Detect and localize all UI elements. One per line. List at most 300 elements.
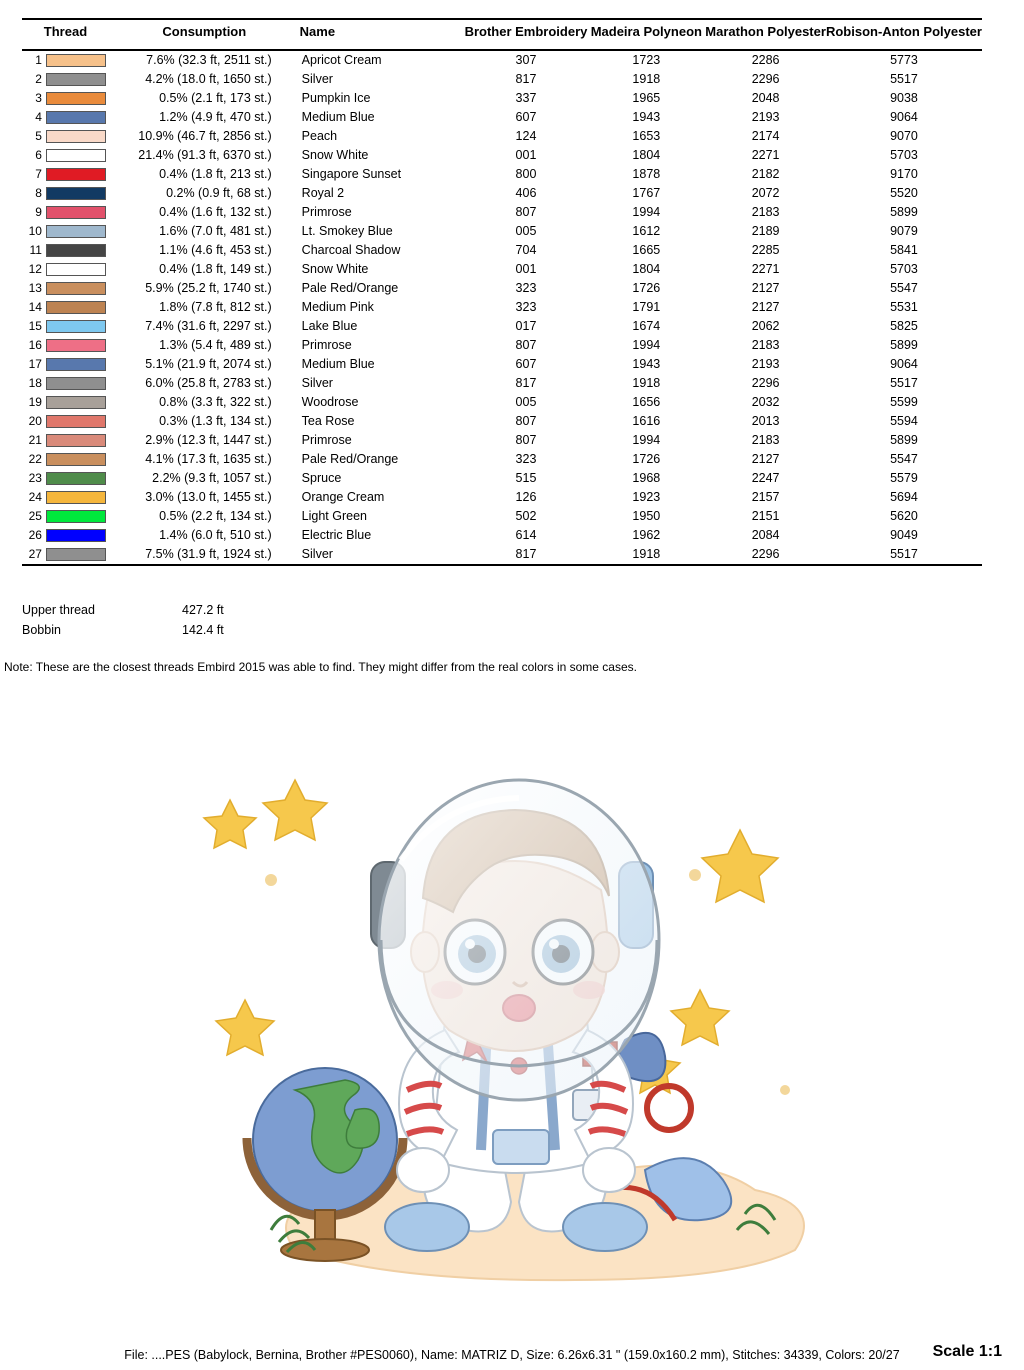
brother-code-cell: 307: [515, 53, 537, 67]
thread-color-cell: [46, 260, 109, 279]
bobbin-label: Bobbin: [22, 623, 61, 637]
brother-code-cell: 817: [515, 72, 537, 86]
thread-color-cell: [46, 317, 109, 336]
thread-rows: [22, 50, 982, 565]
brother-code-cell: 126: [515, 490, 537, 504]
consumption-cell: 0.4% (1.8 ft, 149 st.): [159, 262, 272, 276]
thread-color-swatch: [46, 396, 106, 409]
table-row: [22, 488, 982, 507]
madeira-code-cell: 1943: [632, 110, 661, 124]
consumption-cell: 1.4% (6.0 ft, 510 st.): [159, 528, 272, 542]
brother-code-cell: 607: [515, 357, 537, 371]
marathon-code-cell: 2285: [751, 243, 780, 257]
consumption-cell: 2.2% (9.3 ft, 1057 st.): [152, 471, 272, 485]
madeira-code-cell: 1665: [632, 243, 661, 257]
marathon-code-cell: 2296: [751, 376, 780, 390]
robison-code-cell: 9064: [890, 357, 918, 371]
robison-code-cell: 5547: [890, 281, 918, 295]
robison-code-cell: 5703: [890, 148, 918, 162]
table-row: [22, 203, 982, 222]
boot-left: [385, 1203, 469, 1251]
madeira-code-cell: 1726: [632, 452, 661, 466]
thread-color-swatch: [46, 548, 106, 561]
scale-label: Scale 1:1: [932, 1343, 1002, 1360]
thread-color-swatch: [46, 415, 106, 428]
thread-color-cell: [46, 336, 109, 355]
row-index: 17: [28, 357, 42, 371]
robison-code-cell: 5841: [890, 243, 918, 257]
thread-name-cell: Silver: [301, 547, 333, 561]
row-index: 8: [35, 186, 42, 200]
consumption-cell: 3.0% (13.0 ft, 1455 st.): [145, 490, 272, 504]
marathon-code-cell: 2183: [751, 338, 780, 352]
thread-name-cell: Snow White: [301, 262, 369, 276]
thread-color-cell: [46, 279, 109, 298]
madeira-code-cell: 1656: [632, 395, 661, 409]
thread-color-swatch: [46, 282, 106, 295]
madeira-code-cell: 1918: [632, 376, 661, 390]
star-icon: [216, 1000, 274, 1055]
thread-name-cell: Apricot Cream: [301, 53, 382, 67]
table-row: [22, 165, 982, 184]
row-index: 26: [28, 528, 42, 542]
brother-code-cell: 406: [515, 186, 537, 200]
totals-block: [22, 600, 302, 640]
thread-color-swatch: [46, 529, 106, 542]
header-robison: Robison-Anton Polyester: [825, 24, 982, 39]
row-index: 5: [35, 129, 42, 143]
thread-color-swatch: [46, 263, 106, 276]
table-row: [22, 70, 982, 89]
row-index: 2: [35, 72, 42, 86]
row-index: 22: [28, 452, 42, 466]
brother-code-cell: 323: [515, 300, 537, 314]
file-info-line: File: ....PES (Babylock, Bernina, Brother #PES0060), Name: MATRIZ D, Size: 6.26x6.31 " (159.0x160.2 mm), Stitches: 34339, Colors: 20/27: [124, 1348, 900, 1362]
marathon-code-cell: 2182: [751, 167, 780, 181]
madeira-code-cell: 1968: [632, 471, 661, 485]
brother-code-cell: 800: [515, 167, 537, 181]
dot-icon: [265, 874, 277, 886]
thread-name-cell: Peach: [301, 129, 338, 143]
madeira-code-cell: 1612: [632, 224, 661, 238]
thread-name-cell: Charcoal Shadow: [301, 243, 401, 257]
marathon-code-cell: 2271: [751, 148, 780, 162]
robison-code-cell: 5825: [890, 319, 918, 333]
madeira-code-cell: 1994: [632, 205, 661, 219]
star-icon: [702, 830, 778, 902]
brother-code-cell: 704: [515, 243, 537, 257]
marathon-code-cell: 2127: [751, 300, 780, 314]
thread-color-swatch: [46, 472, 106, 485]
robison-code-cell: 5620: [890, 509, 918, 523]
thread-color-swatch: [46, 301, 106, 314]
robison-code-cell: 9070: [890, 129, 918, 143]
marathon-code-cell: 2296: [751, 547, 780, 561]
brother-code-cell: 005: [515, 224, 537, 238]
table-row: [22, 127, 982, 146]
thread-color-cell: [46, 526, 109, 545]
madeira-code-cell: 1616: [632, 414, 661, 428]
thread-color-cell: [46, 146, 109, 165]
thread-name-cell: Medium Blue: [301, 357, 375, 371]
astronaut-baby-artwork: [175, 690, 855, 1310]
thread-color-cell: [46, 241, 109, 260]
thread-color-cell: [46, 374, 109, 393]
thread-color-cell: [46, 50, 109, 70]
thread-name-cell: Woodrose: [301, 395, 359, 409]
thread-color-swatch: [46, 206, 106, 219]
dot-icon: [780, 1085, 790, 1095]
brother-code-cell: 817: [515, 376, 537, 390]
thread-name-cell: Spruce: [301, 471, 342, 485]
thread-color-cell: [46, 108, 109, 127]
thread-name-cell: Primrose: [301, 338, 352, 352]
brother-code-cell: 807: [515, 205, 537, 219]
madeira-code-cell: 1918: [632, 547, 661, 561]
brother-code-cell: 017: [515, 319, 537, 333]
brother-code-cell: 323: [515, 452, 537, 466]
consumption-cell: 10.9% (46.7 ft, 2856 st.): [138, 129, 272, 143]
row-index: 7: [35, 167, 42, 181]
thread-table: [22, 18, 982, 572]
marathon-code-cell: 2084: [751, 528, 780, 542]
glove-right: [583, 1148, 635, 1192]
madeira-code-cell: 1994: [632, 433, 661, 447]
thread-color-swatch: [46, 130, 106, 143]
row-index: 9: [35, 205, 42, 219]
thread-name-cell: Primrose: [301, 205, 352, 219]
footer: [0, 1348, 1024, 1362]
table-row: [22, 507, 982, 526]
robison-code-cell: 5594: [890, 414, 918, 428]
marathon-code-cell: 2048: [751, 91, 780, 105]
upper-thread-row: [22, 600, 302, 620]
robison-code-cell: 5899: [890, 433, 918, 447]
brother-code-cell: 614: [515, 528, 537, 542]
row-index: 4: [35, 110, 42, 124]
robison-code-cell: 5531: [890, 300, 918, 314]
thread-color-cell: [46, 165, 109, 184]
madeira-code-cell: 1943: [632, 357, 661, 371]
thread-name-cell: Pale Red/Orange: [301, 452, 399, 466]
marathon-code-cell: 2127: [751, 281, 780, 295]
star-icon: [204, 800, 256, 848]
madeira-code-cell: 1923: [632, 490, 661, 504]
row-index: 6: [35, 148, 42, 162]
header-name: Name: [299, 24, 336, 39]
brother-code-cell: 323: [515, 281, 537, 295]
thread-color-swatch: [46, 168, 106, 181]
consumption-cell: 7.4% (31.6 ft, 2297 st.): [145, 319, 272, 333]
robison-code-cell: 5517: [890, 72, 918, 86]
dot-icon: [689, 869, 701, 881]
marathon-code-cell: 2151: [751, 509, 780, 523]
thread-name-cell: Light Green: [301, 509, 367, 523]
star-icon: [263, 780, 327, 840]
marathon-code-cell: 2296: [751, 72, 780, 86]
table-row: [22, 108, 982, 127]
row-index: 20: [28, 414, 42, 428]
marathon-code-cell: 2271: [751, 262, 780, 276]
brother-code-cell: 807: [515, 433, 537, 447]
madeira-code-cell: 1653: [632, 129, 661, 143]
brother-code-cell: 502: [515, 509, 537, 523]
consumption-cell: 7.5% (31.9 ft, 1924 st.): [145, 547, 272, 561]
row-index: 10: [28, 224, 42, 238]
row-index: 16: [28, 338, 42, 352]
thread-color-swatch: [46, 111, 106, 124]
robison-code-cell: 9170: [890, 167, 918, 181]
table-row: [22, 241, 982, 260]
madeira-code-cell: 1878: [632, 167, 661, 181]
madeira-code-cell: 1804: [632, 262, 661, 276]
thread-color-cell: [46, 469, 109, 488]
brother-code-cell: 124: [515, 129, 537, 143]
row-index: 15: [28, 319, 42, 333]
row-index: 1: [35, 53, 42, 67]
thread-color-cell: [46, 450, 109, 469]
consumption-cell: 1.6% (7.0 ft, 481 st.): [159, 224, 272, 238]
thread-name-cell: Silver: [301, 72, 333, 86]
row-index: 12: [28, 262, 42, 276]
table-row: [22, 50, 982, 70]
thread-color-cell: [46, 355, 109, 374]
table-row: [22, 412, 982, 431]
thread-name-cell: Snow White: [301, 148, 369, 162]
table-row: [22, 89, 982, 108]
bobbin-row: [22, 620, 302, 640]
thread-color-swatch: [46, 434, 106, 447]
thread-color-swatch: [46, 339, 106, 352]
consumption-cell: 1.8% (7.8 ft, 812 st.): [159, 300, 272, 314]
consumption-cell: 0.8% (3.3 ft, 322 st.): [159, 395, 272, 409]
thread-color-cell: [46, 89, 109, 108]
brother-code-cell: 001: [515, 262, 537, 276]
header-madeira: Madeira Polyneon: [590, 24, 702, 39]
consumption-cell: 0.2% (0.9 ft, 68 st.): [166, 186, 272, 200]
robison-code-cell: 5773: [890, 53, 918, 67]
table-row: [22, 355, 982, 374]
boot-right: [563, 1203, 647, 1251]
brother-code-cell: 515: [515, 471, 537, 485]
thread-color-swatch: [46, 453, 106, 466]
thread-color-swatch: [46, 510, 106, 523]
color-note: Note: These are the closest threads Embird 2015 was able to find. They might differ from the real colors in some cases.: [4, 660, 637, 674]
table-row: [22, 450, 982, 469]
thread-color-cell: [46, 488, 109, 507]
thread-color-cell: [46, 298, 109, 317]
robison-code-cell: 5599: [890, 395, 918, 409]
marathon-code-cell: 2127: [751, 452, 780, 466]
robison-code-cell: 9064: [890, 110, 918, 124]
thread-color-cell: [46, 412, 109, 431]
thread-name-cell: Pumpkin Ice: [301, 91, 371, 105]
consumption-cell: 7.6% (32.3 ft, 2511 st.): [146, 53, 272, 67]
thread-color-swatch: [46, 377, 106, 390]
madeira-code-cell: 1723: [632, 53, 661, 67]
marathon-code-cell: 2247: [751, 471, 780, 485]
thread-name-cell: Orange Cream: [301, 490, 385, 504]
upper-thread-label: Upper thread: [22, 603, 95, 617]
row-index: 13: [28, 281, 42, 295]
thread-name-cell: Tea Rose: [301, 414, 355, 428]
consumption-cell: 6.0% (25.8 ft, 2783 st.): [145, 376, 272, 390]
table-row: [22, 393, 982, 412]
robison-code-cell: 5579: [890, 471, 918, 485]
thread-color-swatch: [46, 244, 106, 257]
table-row: [22, 146, 982, 165]
thread-name-cell: Lake Blue: [301, 319, 358, 333]
thread-name-cell: Pale Red/Orange: [301, 281, 399, 295]
consumption-cell: 1.3% (5.4 ft, 489 st.): [159, 338, 272, 352]
marathon-code-cell: 2013: [751, 414, 780, 428]
marathon-code-cell: 2062: [751, 319, 780, 333]
table-bottom-divider: [22, 565, 982, 572]
madeira-code-cell: 1726: [632, 281, 661, 295]
bobbin-value: 142.4 ft: [182, 623, 224, 637]
consumption-cell: 5.1% (21.9 ft, 2074 st.): [145, 357, 272, 371]
robison-code-cell: 5703: [890, 262, 918, 276]
thread-color-swatch: [46, 54, 106, 67]
row-index: 24: [28, 490, 42, 504]
brother-code-cell: 337: [515, 91, 537, 105]
thread-color-swatch: [46, 92, 106, 105]
row-index: 23: [28, 471, 42, 485]
robison-code-cell: 5517: [890, 547, 918, 561]
marathon-code-cell: 2183: [751, 433, 780, 447]
brother-code-cell: 001: [515, 148, 537, 162]
table-row: [22, 184, 982, 203]
row-index: 19: [28, 395, 42, 409]
table-row: [22, 336, 982, 355]
madeira-code-cell: 1994: [632, 338, 661, 352]
row-index: 11: [29, 243, 42, 257]
glove-left: [397, 1148, 449, 1192]
robison-code-cell: 5899: [890, 338, 918, 352]
thread-color-cell: [46, 70, 109, 89]
thread-color-swatch: [46, 358, 106, 371]
madeira-code-cell: 1674: [632, 319, 661, 333]
globe-base: [281, 1239, 369, 1261]
table-row: [22, 469, 982, 488]
consumption-cell: 4.2% (18.0 ft, 1650 st.): [145, 72, 272, 86]
marathon-code-cell: 2193: [751, 357, 780, 371]
thread-name-cell: Medium Pink: [301, 300, 374, 314]
row-index: 27: [28, 547, 42, 561]
madeira-code-cell: 1804: [632, 148, 661, 162]
marathon-code-cell: 2193: [751, 110, 780, 124]
row-index: 14: [28, 300, 42, 314]
thread-color-cell: [46, 393, 109, 412]
madeira-code-cell: 1767: [632, 186, 661, 200]
thread-color-cell: [46, 507, 109, 526]
marathon-code-cell: 2157: [751, 490, 780, 504]
table-row: [22, 279, 982, 298]
robison-code-cell: 9079: [890, 224, 918, 238]
thread-color-cell: [46, 222, 109, 241]
table-row: [22, 431, 982, 450]
thread-name-cell: Silver: [301, 376, 333, 390]
table-row: [22, 222, 982, 241]
table-row: [22, 317, 982, 336]
marathon-code-cell: 2032: [751, 395, 780, 409]
madeira-code-cell: 1918: [632, 72, 661, 86]
robison-code-cell: 5547: [890, 452, 918, 466]
consumption-cell: 0.4% (1.8 ft, 213 st.): [159, 167, 272, 181]
row-index: 3: [35, 91, 42, 105]
madeira-code-cell: 1965: [632, 91, 661, 105]
table-row: [22, 374, 982, 393]
robison-code-cell: 9049: [890, 528, 918, 542]
brother-code-cell: 807: [515, 414, 537, 428]
robison-code-cell: 5517: [890, 376, 918, 390]
consumption-cell: 0.5% (2.1 ft, 173 st.): [159, 91, 272, 105]
consumption-cell: 1.1% (4.6 ft, 453 st.): [159, 243, 272, 257]
row-index: 25: [28, 509, 42, 523]
consumption-cell: 0.5% (2.2 ft, 134 st.): [159, 509, 272, 523]
thread-color-cell: [46, 431, 109, 450]
header-marathon: Marathon Polyester: [705, 24, 826, 39]
robison-code-cell: 5899: [890, 205, 918, 219]
thread-name-cell: Royal 2: [301, 186, 345, 200]
header-divider: [22, 43, 982, 50]
star-icon: [671, 990, 729, 1045]
thread-color-cell: [46, 545, 109, 565]
consumption-cell: 2.9% (12.3 ft, 1447 st.): [145, 433, 272, 447]
header-brother: Brother Embroidery: [464, 24, 588, 39]
header-consumption: Consumption: [162, 24, 247, 39]
marathon-code-cell: 2189: [751, 224, 780, 238]
consumption-cell: 0.3% (1.3 ft, 134 st.): [159, 414, 272, 428]
table-row: [22, 526, 982, 545]
consumption-cell: 4.1% (17.3 ft, 1635 st.): [145, 452, 272, 466]
consumption-cell: 5.9% (25.2 ft, 1740 st.): [145, 281, 272, 295]
thread-name-cell: Singapore Sunset: [301, 167, 402, 181]
thread-color-swatch: [46, 320, 106, 333]
thread-table-container: [22, 18, 1002, 572]
brother-code-cell: 817: [515, 547, 537, 561]
consumption-cell: 21.4% (91.3 ft, 6370 st.): [138, 148, 272, 162]
thread-name-cell: Electric Blue: [301, 528, 372, 542]
consumption-cell: 0.4% (1.6 ft, 132 st.): [159, 205, 272, 219]
embroidery-preview: [175, 690, 855, 1310]
marathon-code-cell: 2286: [751, 53, 780, 67]
madeira-code-cell: 1791: [632, 300, 661, 314]
robison-code-cell: 5520: [890, 186, 918, 200]
thread-name-cell: Lt. Smokey Blue: [301, 224, 393, 238]
robison-code-cell: 9038: [890, 91, 918, 105]
table-row: [22, 298, 982, 317]
row-index: 18: [28, 376, 42, 390]
marathon-code-cell: 2174: [751, 129, 780, 143]
thread-color-cell: [46, 203, 109, 222]
thread-color-swatch: [46, 149, 106, 162]
marathon-code-cell: 2072: [751, 186, 780, 200]
thread-color-cell: [46, 127, 109, 146]
thread-name-cell: Primrose: [301, 433, 352, 447]
consumption-cell: 1.2% (4.9 ft, 470 st.): [159, 110, 272, 124]
marathon-code-cell: 2183: [751, 205, 780, 219]
header-thread: Thread: [22, 19, 109, 43]
thread-color-cell: [46, 184, 109, 203]
table-row: [22, 260, 982, 279]
robison-code-cell: 5694: [890, 490, 918, 504]
thread-color-swatch: [46, 187, 106, 200]
helmet-glass: [379, 780, 659, 1100]
thread-name-cell: Medium Blue: [301, 110, 375, 124]
brother-code-cell: 807: [515, 338, 537, 352]
row-index: 21: [28, 433, 42, 447]
